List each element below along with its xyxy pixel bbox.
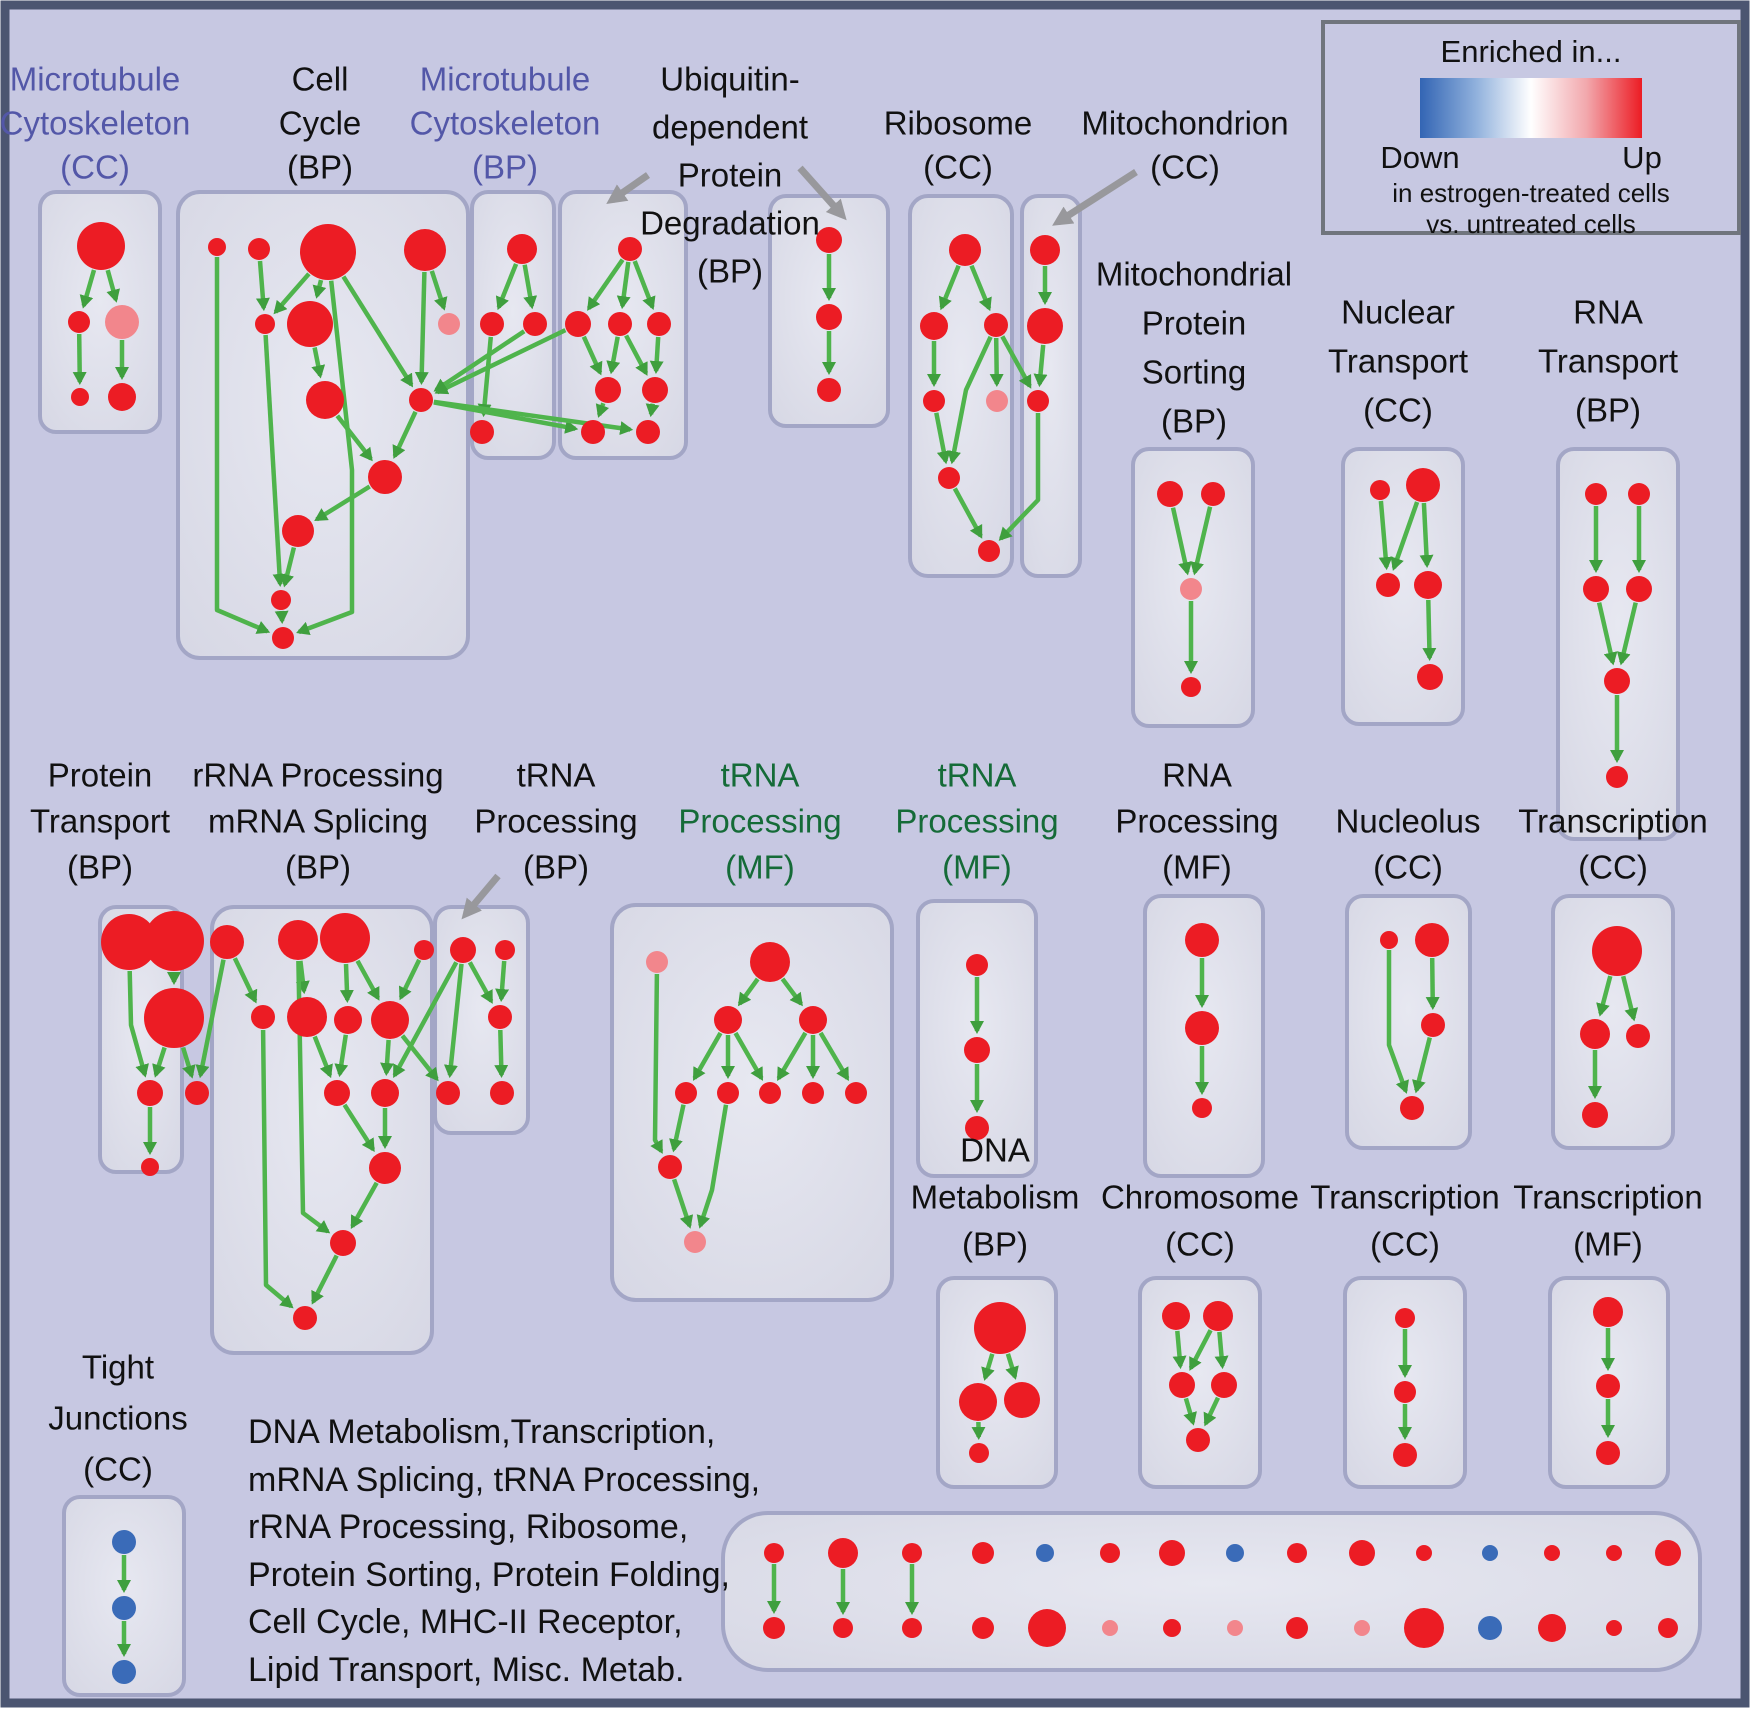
cluster-label-protein-transport-bp: Transport — [30, 802, 170, 840]
go-term-node-red — [141, 1158, 159, 1176]
edge — [79, 334, 80, 382]
cluster-label-rrna-processing-mrna-splicing-bp: (BP) — [285, 848, 351, 886]
go-term-node-red — [108, 383, 136, 411]
go-term-node-red — [1027, 390, 1049, 412]
go-term-node-red — [1169, 1372, 1195, 1398]
go-term-node-red — [1394, 1381, 1416, 1403]
go-term-node-red — [1185, 923, 1219, 957]
go-term-node-red — [71, 388, 89, 406]
legend-gradient-bar — [1420, 78, 1642, 138]
edge — [386, 1040, 388, 1073]
go-term-node-red — [1157, 481, 1183, 507]
go-term-node-red — [324, 1080, 350, 1106]
go-term-node-red — [658, 1155, 682, 1179]
caption-line: Cell Cycle, MHC-II Receptor, — [248, 1603, 683, 1641]
legend-title: Enriched in... — [1440, 34, 1622, 69]
cluster-label-ubiquitin-degradation-bp-a: (BP) — [697, 252, 763, 290]
go-term-node-red — [404, 229, 446, 271]
go-term-node-red — [608, 312, 632, 336]
cluster-label-rna-processing-mf: RNA — [1162, 756, 1232, 794]
cluster-label-chromosome-cc: (CC) — [1165, 1225, 1235, 1263]
cluster-label-transcription-cc-b: Transcription — [1310, 1178, 1500, 1216]
caption-line: mRNA Splicing, tRNA Processing, — [248, 1460, 761, 1499]
go-term-node-red — [271, 590, 291, 610]
go-term-node-red — [1406, 468, 1440, 502]
caption-line: DNA Metabolism,Transcription, — [248, 1413, 716, 1451]
cluster-label-transcription-cc-a: (CC) — [1578, 848, 1648, 886]
edge — [346, 964, 347, 1000]
go-term-node-pink — [1180, 578, 1202, 600]
go-term-node-red — [618, 237, 642, 261]
edge — [1219, 1332, 1222, 1366]
go-term-node-red — [1287, 1543, 1307, 1563]
go-term-node-red — [371, 1001, 409, 1039]
legend-caption-line1: in estrogen-treated cells — [1392, 178, 1670, 208]
go-term-node-red — [902, 1543, 922, 1563]
cluster-label-ubiquitin-degradation-bp-a: Protein — [677, 156, 783, 194]
cluster-label-chromosome-cc: Chromosome — [1100, 1178, 1300, 1216]
cluster-label-ribosome-cc: Ribosome — [883, 104, 1033, 142]
go-term-node-red — [1393, 1443, 1417, 1467]
go-term-node-red — [1395, 1308, 1415, 1328]
go-term-node-blue — [1478, 1616, 1502, 1640]
go-term-node-red — [1028, 1609, 1066, 1647]
caption-line: Lipid Transport, Misc. Metab. — [248, 1650, 685, 1689]
go-term-node-red — [817, 378, 841, 402]
go-term-node-red — [1593, 1297, 1623, 1327]
go-term-node-red — [371, 1079, 399, 1107]
go-term-node-red — [1163, 1619, 1181, 1637]
cluster-label-rna-transport-bp: RNA — [1573, 293, 1643, 331]
go-term-node-red — [1376, 573, 1400, 597]
cluster-label-microtubule-cytoskeleton-bp: Microtubule — [419, 60, 591, 98]
cluster-label-mitochondrial-protein-sorting-bp: Sorting — [1141, 353, 1247, 391]
go-term-node-red — [1380, 931, 1398, 949]
go-term-node-red — [208, 238, 226, 256]
go-term-node-red — [1421, 1013, 1445, 1037]
cluster-box-miscellaneous — [723, 1513, 1700, 1670]
go-term-node-pink — [986, 390, 1008, 412]
go-term-node-red — [68, 311, 90, 333]
go-term-node-red — [636, 420, 660, 444]
go-term-node-pink — [684, 1231, 706, 1253]
go-term-node-red — [306, 381, 344, 419]
go-term-node-red — [799, 1006, 827, 1034]
go-term-node-red — [293, 1306, 317, 1330]
go-term-node-red — [763, 1617, 785, 1639]
cluster-label-trna-processing-mf-a: tRNA — [720, 756, 800, 794]
go-term-node-red — [369, 1152, 401, 1184]
go-term-node-red — [1582, 1102, 1608, 1128]
cluster-label-cell-cycle-bp: Cycle — [278, 104, 362, 142]
go-term-node-red — [902, 1618, 922, 1638]
cluster-label-microtubule-cytoskeleton-bp: Cytoskeleton — [409, 104, 601, 142]
go-term-node-red — [368, 460, 402, 494]
cluster-label-ubiquitin-degradation-bp-a: Ubiquitin- — [660, 60, 800, 98]
color-legend — [1321, 20, 1741, 239]
edge — [282, 611, 283, 621]
go-term-node-red — [495, 940, 515, 960]
cluster-label-transcription-cc-a: Transcription — [1518, 802, 1708, 840]
go-term-node-red — [1585, 483, 1607, 505]
go-term-node-red — [595, 377, 621, 403]
go-term-node-red — [1606, 1545, 1622, 1561]
go-term-node-red — [717, 1082, 739, 1104]
edge — [656, 337, 658, 371]
go-term-node-red — [964, 1037, 990, 1063]
cluster-label-protein-transport-bp: Protein — [47, 756, 153, 794]
go-term-node-red — [1628, 483, 1650, 505]
go-term-node-pink — [1102, 1620, 1118, 1636]
edge — [1424, 503, 1427, 565]
go-term-node-red — [969, 1443, 989, 1463]
cluster-label-nucleolus-cc: Nucleolus — [1335, 802, 1481, 840]
go-term-node-red — [1544, 1545, 1560, 1561]
go-term-node-red — [1404, 1608, 1444, 1648]
cluster-label-rna-processing-mf: Processing — [1115, 802, 1279, 840]
go-term-node-red — [1626, 576, 1652, 602]
edge — [996, 338, 997, 384]
cluster-label-cell-cycle-bp: (BP) — [287, 148, 353, 186]
go-term-node-pink — [438, 313, 460, 335]
cluster-label-rna-processing-mf: (MF) — [1162, 848, 1232, 886]
go-term-node-red — [1186, 1428, 1210, 1452]
go-term-node-blue — [112, 1530, 136, 1554]
go-term-node-blue — [1036, 1544, 1054, 1562]
cluster-label-trna-processing-mf-b: (MF) — [942, 848, 1012, 886]
go-term-node-pink — [1227, 1620, 1243, 1636]
cluster-label-microtubule-cytoskeleton-cc: Microtubule — [9, 60, 181, 98]
cluster-label-mitochondrion-cc: (CC) — [1150, 148, 1220, 186]
go-term-node-red — [974, 1302, 1026, 1354]
cluster-label-protein-transport-bp: (BP) — [67, 848, 133, 886]
go-term-node-red — [1415, 923, 1449, 957]
go-term-node-blue — [112, 1596, 136, 1620]
go-term-node-red — [1417, 664, 1443, 690]
go-term-node-red — [1416, 1545, 1432, 1561]
go-term-node-red — [938, 467, 960, 489]
cluster-label-mitochondrial-protein-sorting-bp: (BP) — [1161, 402, 1227, 440]
go-term-node-red — [278, 920, 318, 960]
cluster-label-transcription-cc-b: (CC) — [1370, 1225, 1440, 1263]
go-term-node-red — [255, 314, 275, 334]
edge — [501, 961, 504, 999]
cluster-label-rrna-processing-mrna-splicing-bp: rRNA Processing — [192, 756, 444, 794]
caption-line: rRNA Processing, Ribosome, — [248, 1508, 689, 1546]
cluster-label-microtubule-cytoskeleton-cc: (CC) — [60, 148, 130, 186]
go-term-node-red — [436, 1081, 460, 1105]
go-term-node-red — [272, 627, 294, 649]
go-term-node-red — [488, 1005, 512, 1029]
go-term-node-red — [185, 1081, 209, 1105]
go-term-node-red — [920, 312, 948, 340]
edge — [1428, 600, 1429, 658]
go-term-node-red — [282, 515, 314, 547]
cluster-label-tight-junctions-cc: (CC) — [83, 1450, 153, 1488]
go-term-node-blue — [1226, 1544, 1244, 1562]
go-term-node-red — [978, 540, 1000, 562]
go-term-node-red — [1201, 482, 1225, 506]
cluster-label-microtubule-cytoskeleton-cc: Cytoskeleton — [0, 104, 191, 142]
go-term-node-red — [251, 1005, 275, 1029]
cluster-label-nuclear-transport-cc: Transport — [1328, 342, 1468, 380]
cluster-label-rna-transport-bp: Transport — [1538, 342, 1678, 380]
go-term-node-pink — [105, 305, 139, 339]
cluster-box-nuclear-transport-cc — [1343, 449, 1463, 724]
go-term-node-red — [1030, 235, 1060, 265]
go-term-node-red — [1162, 1302, 1190, 1330]
go-term-node-red — [845, 1082, 867, 1104]
cluster-label-trna-processing-mf-b: tRNA — [937, 756, 1017, 794]
edge — [422, 272, 425, 382]
go-term-node-red — [1100, 1543, 1120, 1563]
go-term-node-red — [833, 1618, 853, 1638]
edge — [1432, 958, 1433, 1007]
legend-endpoints — [1380, 140, 1662, 178]
go-term-node-red — [1203, 1301, 1233, 1331]
go-term-node-red — [802, 1082, 824, 1104]
go-term-node-red — [750, 942, 790, 982]
go-term-node-red — [581, 420, 605, 444]
cluster-label-ribosome-cc: (CC) — [923, 148, 993, 186]
go-term-node-red — [1658, 1618, 1678, 1638]
go-term-node-pink — [1354, 1620, 1370, 1636]
cluster-label-transcription-mf: Transcription — [1513, 1178, 1703, 1216]
cluster-label-ubiquitin-degradation-bp-a: dependent — [652, 108, 808, 146]
cluster-label-mitochondrial-protein-sorting-bp: Protein — [1141, 304, 1247, 342]
cluster-label-trna-processing-mf-a: Processing — [678, 802, 842, 840]
figure-caption-list — [248, 1409, 760, 1694]
go-term-node-red — [1370, 480, 1390, 500]
edge — [1177, 1331, 1180, 1366]
go-term-node-red — [507, 234, 537, 264]
cluster-label-ubiquitin-degradation-bp-a: Degradation — [640, 204, 820, 242]
go-term-node-red — [1027, 308, 1063, 344]
go-term-node-red — [300, 224, 356, 280]
cluster-label-rrna-processing-mrna-splicing-bp: mRNA Splicing — [207, 802, 429, 840]
go-term-node-red — [1185, 1011, 1219, 1045]
cluster-box-chromosome-cc — [1140, 1278, 1260, 1487]
cluster-label-nuclear-transport-cc: Nuclear — [1341, 293, 1455, 331]
go-term-node-red — [1181, 677, 1201, 697]
go-term-node-red — [1606, 1620, 1622, 1636]
go-term-node-red — [1606, 766, 1628, 788]
cluster-label-nuclear-transport-cc: (CC) — [1363, 391, 1433, 429]
cluster-label-microtubule-cytoskeleton-bp: (BP) — [472, 148, 538, 186]
go-term-node-red — [923, 390, 945, 412]
go-term-node-red — [287, 997, 327, 1037]
cluster-label-dna-metabolism-bp: Metabolism — [910, 1178, 1080, 1216]
cluster-label-cell-cycle-bp: Cell — [291, 60, 349, 98]
go-term-node-red — [210, 925, 244, 959]
go-term-node-red — [414, 940, 434, 960]
edge — [651, 404, 653, 414]
cluster-label-trna-processing-mf-b: Processing — [895, 802, 1059, 840]
go-term-node-red — [490, 1081, 514, 1105]
cluster-label-trna-processing-bp: Processing — [474, 802, 638, 840]
go-term-node-red — [647, 312, 671, 336]
cluster-label-dna-metabolism-bp: (BP) — [962, 1225, 1028, 1263]
go-term-node-pink — [646, 951, 668, 973]
legend-down-label: Down — [1380, 140, 1460, 175]
go-term-node-red — [77, 222, 125, 270]
go-term-node-blue — [1482, 1545, 1498, 1561]
go-term-node-red — [1538, 1614, 1566, 1642]
go-term-node-red — [1414, 571, 1442, 599]
go-term-node-red — [972, 1617, 994, 1639]
go-term-node-red — [764, 1543, 784, 1563]
go-term-node-red — [1159, 1540, 1185, 1566]
cluster-label-mitochondrial-protein-sorting-bp: Mitochondrial — [1095, 255, 1293, 293]
go-term-node-red — [523, 312, 547, 336]
cluster-label-trna-processing-mf-a: (MF) — [725, 848, 795, 886]
go-term-node-red — [1211, 1372, 1237, 1398]
go-term-node-red — [480, 312, 504, 336]
go-term-node-red — [144, 988, 204, 1048]
go-term-node-red — [949, 234, 981, 266]
go-term-node-red — [137, 1080, 163, 1106]
go-term-node-red — [1286, 1617, 1308, 1639]
go-term-node-red — [1580, 1019, 1610, 1049]
go-term-node-red — [287, 301, 333, 347]
go-term-node-red — [966, 954, 988, 976]
go-term-node-red — [1004, 1382, 1040, 1418]
go-term-node-red — [1400, 1096, 1424, 1120]
go-term-node-red — [450, 937, 476, 963]
go-term-node-red — [320, 913, 370, 963]
go-term-node-red — [144, 911, 204, 971]
go-term-node-red — [1604, 668, 1630, 694]
go-term-node-red — [1596, 1441, 1620, 1465]
go-term-node-blue — [112, 1660, 136, 1684]
cluster-label-dna-metabolism-bp: DNA — [960, 1131, 1030, 1169]
go-term-node-red — [828, 1538, 858, 1568]
cluster-label-tight-junctions-cc: Tight — [81, 1348, 155, 1386]
go-term-node-red — [984, 313, 1008, 337]
go-term-node-red — [675, 1082, 697, 1104]
edge — [500, 1030, 501, 1075]
go-term-node-red — [409, 388, 433, 412]
go-term-node-red — [1592, 926, 1642, 976]
cluster-label-tight-junctions-cc: Junctions — [48, 1399, 188, 1437]
legend-up-label: Up — [1622, 140, 1662, 175]
cluster-label-trna-processing-bp: (BP) — [523, 848, 589, 886]
go-term-node-red — [334, 1006, 362, 1034]
go-term-node-red — [565, 311, 591, 337]
cluster-label-trna-processing-bp: tRNA — [516, 756, 596, 794]
go-term-node-red — [1626, 1024, 1650, 1048]
go-term-node-red — [1655, 1540, 1681, 1566]
go-term-node-red — [714, 1006, 742, 1034]
go-term-node-red — [959, 1383, 997, 1421]
go-term-node-red — [330, 1230, 356, 1256]
go-term-node-red — [972, 1542, 994, 1564]
go-term-node-red — [816, 304, 842, 330]
go-term-node-red — [470, 420, 494, 444]
cluster-label-nucleolus-cc: (CC) — [1373, 848, 1443, 886]
cluster-label-transcription-mf: (MF) — [1573, 1225, 1643, 1263]
go-term-node-red — [248, 238, 270, 260]
go-term-node-red — [1192, 1098, 1212, 1118]
go-term-node-red — [759, 1082, 781, 1104]
cluster-label-rna-transport-bp: (BP) — [1575, 391, 1641, 429]
go-term-node-red — [1583, 576, 1609, 602]
legend-caption-line2: vs. untreated cells — [1426, 209, 1636, 239]
go-term-node-red — [642, 377, 668, 403]
cluster-label-mitochondrion-cc: Mitochondrion — [1081, 104, 1289, 142]
go-term-node-red — [1596, 1374, 1620, 1398]
go-term-node-red — [1349, 1540, 1375, 1566]
caption-line: Protein Sorting, Protein Folding, — [248, 1555, 730, 1594]
